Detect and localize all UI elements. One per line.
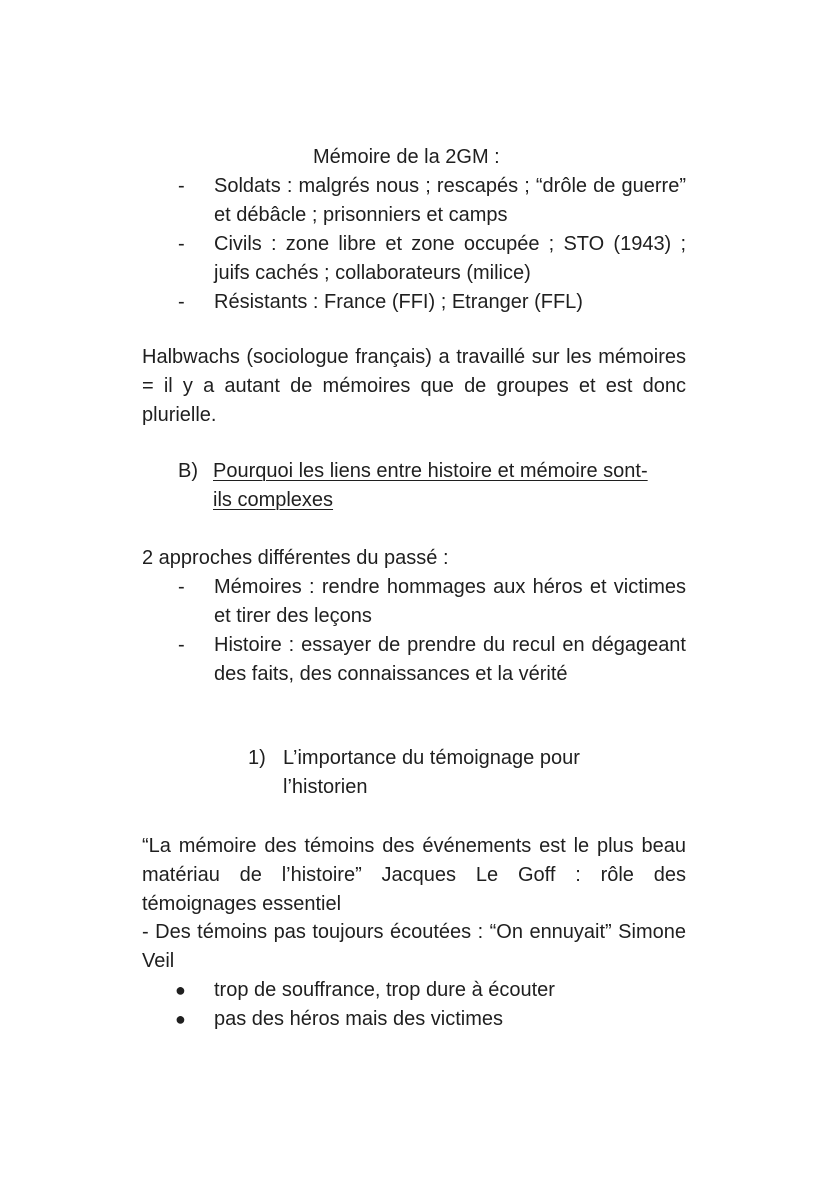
- list-item: [142, 288, 686, 317]
- list-item-text: Résistants : France (FFI) ; Etranger (FFL): [214, 291, 583, 313]
- reasons-list: [142, 976, 686, 1034]
- subsection-1-title: L’importance du témoignage pour l’historien: [283, 747, 580, 798]
- list-item-text: Mémoires : rendre hommages aux héros et victimes et tirer des leçons: [214, 576, 686, 627]
- list-item-text: Histoire : essayer de prendre du recul en dégageant des faits, des connaissances et la vérité: [214, 634, 686, 685]
- list-item: [142, 172, 686, 230]
- page-title: Mémoire de la 2GM :: [313, 146, 500, 168]
- subsection-1-heading: [248, 744, 668, 802]
- section-b-title: Pourquoi les liens entre histoire et mémoire sont-ils complexes: [213, 460, 648, 511]
- list-item: [142, 631, 686, 689]
- memory-groups-list: [142, 172, 686, 317]
- subsection-1-label: 1): [248, 747, 266, 769]
- quote-paragraph: “La mémoire des témoins des événements est le plus beau matériau de l’histoire” Jacques Le Goff : rôle des témoignages essentiel: [142, 835, 686, 915]
- halbwachs-paragraph: Halbwachs (sociologue français) a travaillé sur les mémoires = il y a autant de mémoires que de groupes et est donc plurielle.: [142, 346, 686, 426]
- dash-marker: -: [178, 175, 185, 197]
- list-item-text: Soldats : malgrés nous ; rescapés ; “drôle de guerre” et débâcle ; prisonniers et camps: [214, 175, 686, 226]
- section-b-heading: [178, 457, 648, 515]
- list-item: [142, 230, 686, 288]
- list-item-text: Civils : zone libre et zone occupée ; STO (1943) ; juifs cachés ; collaborateurs (milice): [214, 233, 686, 284]
- approaches-intro: 2 approches différentes du passé :: [142, 547, 449, 569]
- section-b-label: B): [178, 460, 198, 482]
- dash-marker: -: [178, 291, 185, 313]
- list-item: [142, 976, 686, 1005]
- list-item: [142, 1005, 686, 1034]
- dash-marker: -: [178, 576, 185, 598]
- bullet-marker: ●: [175, 1009, 186, 1029]
- bullet-marker: ●: [175, 980, 186, 1000]
- dash-marker: -: [178, 634, 185, 656]
- approaches-list: [142, 573, 686, 689]
- list-item: [142, 573, 686, 631]
- dash-marker: -: [178, 233, 185, 255]
- list-item-text: trop de souffrance, trop dure à écouter: [214, 979, 555, 1001]
- veil-paragraph: - Des témoins pas toujours écoutées : “On ennuyait” Simone Veil: [142, 921, 686, 972]
- list-item-text: pas des héros mais des victimes: [214, 1008, 504, 1030]
